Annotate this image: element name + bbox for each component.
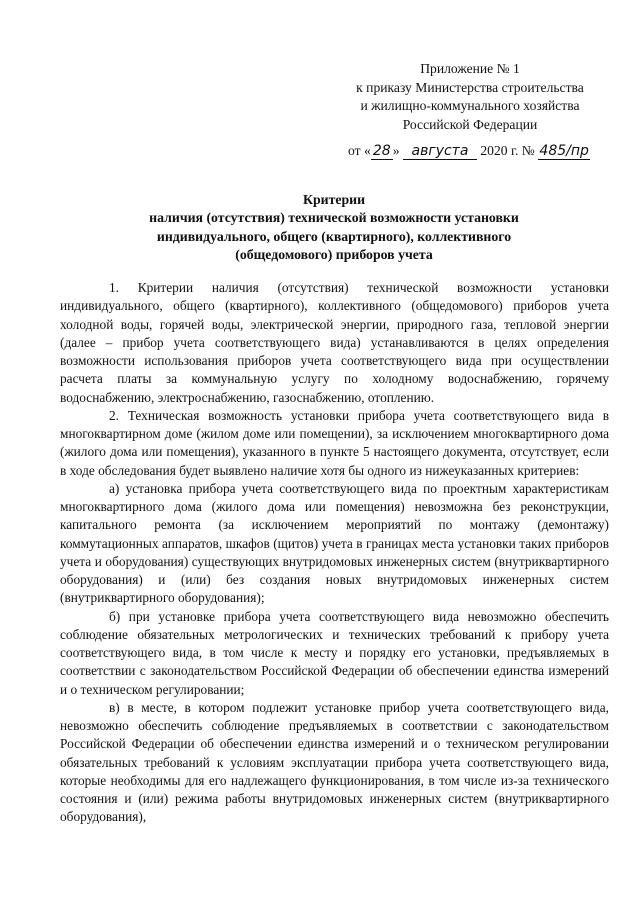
- title-line-2: наличия (отсутствия) технической возможности установки: [149, 210, 519, 226]
- handwritten-month: августа: [403, 144, 477, 160]
- handwritten-order-number: 485/пр: [539, 143, 589, 159]
- annex-country: Российской Федерации: [402, 116, 538, 132]
- title-line-3: индивидуального, общего (квартирного), коллективного: [156, 228, 512, 244]
- paragraph-2a: а) установка прибора учета соответствующего вида по проектным характеристикам многоквартирного дома (жилого дома или помещения) невозможна без реконструкции, капитального ремонта (за исключением мероприятий по монтажу (демонтажу) коммутационных аппаратов, шкафов (щитов) учета в границах места установки таких приборов учета и оборудования) существующих внутридомовых инженерных систем (внутриквартирного оборудования) и (или) без создания новых внутридомовых инженерных систем (внутриквартирного оборудования);: [60, 480, 609, 606]
- annex-order-ref: к приказу Министерства строительства: [356, 79, 584, 95]
- paragraph-2c: в) в месте, в котором подлежит установке прибор учета соответствующего вида, невозможно обеспечить соблюдение предъявляемых в соответствии с законодательством Российской Федерации об обеспечении единства измерений и о техническом регулировании обязательных требований к условиям эксплуатации прибора учета соответствующего вида, которые необходимы для его надлежащего функционирования, в том числе из-за технического состояния и (или) режима работы внутридомовых инженерных систем (внутриквартирного оборудования),: [60, 699, 609, 825]
- paragraph-2b: б) при установке прибора учета соответствующего вида невозможно обеспечить соблюдение обязательных метрологических и технических требований к прибору учета соответствующего вида, в том числе к месту и порядку его установки, предъявляемых в соответствии с законодательством Российской Федерации об обеспечении единства измерений и о техническом регулировании;: [60, 608, 609, 697]
- annex-number: Приложение № 1: [420, 61, 520, 76]
- annex-ministry: и жилищно-коммунального хозяйства: [360, 98, 580, 114]
- date-year: 2020 г. №: [476, 143, 539, 158]
- date-prefix: от «: [348, 143, 371, 158]
- handwritten-day: 28: [371, 144, 393, 160]
- title-line-4: (общедомового) приборов учета: [235, 246, 433, 262]
- paragraph-2: 2. Техническая возможность установки прибора учета соответствующего вида в многоквартирном доме (жилом доме или помещении), за исключением многоквартирного дома (жилого дома или помещения), указанного в пункте 5 настоящего документа, отсутствует, если в ходе обследования будет выявлено наличие хотя бы одного из нижеуказанных критериев:: [60, 407, 609, 478]
- document-title: [60, 191, 608, 264]
- annex-header: [330, 60, 610, 134]
- date-mid: »: [392, 143, 403, 158]
- title-line-1: Критерии: [302, 192, 366, 207]
- document-body: [60, 279, 609, 827]
- order-date-line: [348, 143, 590, 160]
- paragraph-1: 1. Критерии наличия (отсутствия) технической возможности установки индивидуального, общего (квартирного), коллективного (общедомового) приборов учета холодной воды, горячей воды, электрической энергии, природного газа, тепловой энергии (далее – прибор учета соответствующего вида) устанавливаются в целях определения возможности использования приборов учета соответствующего вида при осуществлении расчета платы за коммунальную услугу по холодному водоснабжению, горячему водоснабжению, электроснабжению, газоснабжению, отоплению.: [60, 280, 609, 405]
